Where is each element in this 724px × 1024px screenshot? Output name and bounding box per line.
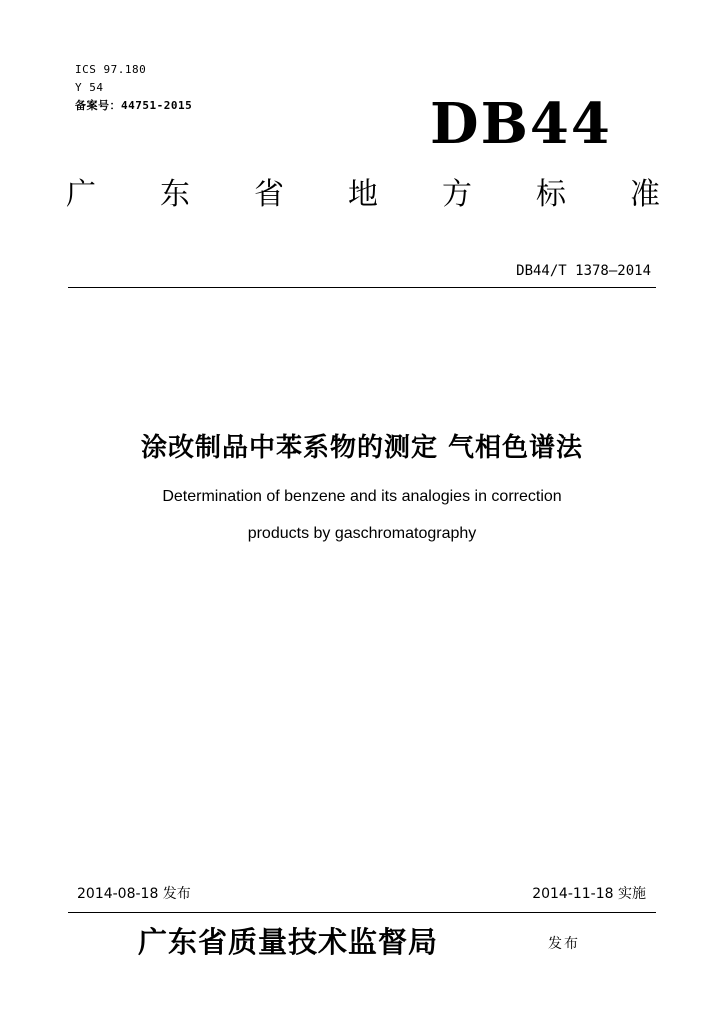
ics-code: ICS 97.180 <box>75 63 147 76</box>
standard-type-char: 准 <box>630 177 660 212</box>
standard-type-char: 地 <box>348 177 378 212</box>
issuing-authority: 广东省质量技术监督局 <box>138 925 439 959</box>
standard-type-title <box>66 176 660 214</box>
standard-type-char: 标 <box>536 177 566 212</box>
classification-code: Y 54 <box>75 81 104 94</box>
chinese-title: 涂改制品中苯系物的测定 气相色谱法 <box>140 433 584 463</box>
issuer-suffix: 发布 <box>548 936 580 952</box>
english-title-line-2: products by gaschromatography <box>247 525 477 542</box>
bottom-divider <box>68 912 656 913</box>
standard-code-logo: DB44 <box>430 91 612 157</box>
standard-type-char: 方 <box>442 177 472 212</box>
top-divider <box>68 287 656 288</box>
standard-type-char: 东 <box>160 177 190 212</box>
record-number: 备案号：44751-2015 <box>75 99 193 112</box>
english-title-line-1: Determination of benzene and its analogies in correction <box>162 488 562 505</box>
standard-type-char: 广 <box>66 177 96 212</box>
standard-type-char: 省 <box>254 177 284 212</box>
standard-number: DB44/T 1378—2014 <box>516 263 651 279</box>
issue-date: 2014-08-18 发布 <box>77 886 191 902</box>
implementation-date: 2014-11-18 实施 <box>532 886 646 902</box>
